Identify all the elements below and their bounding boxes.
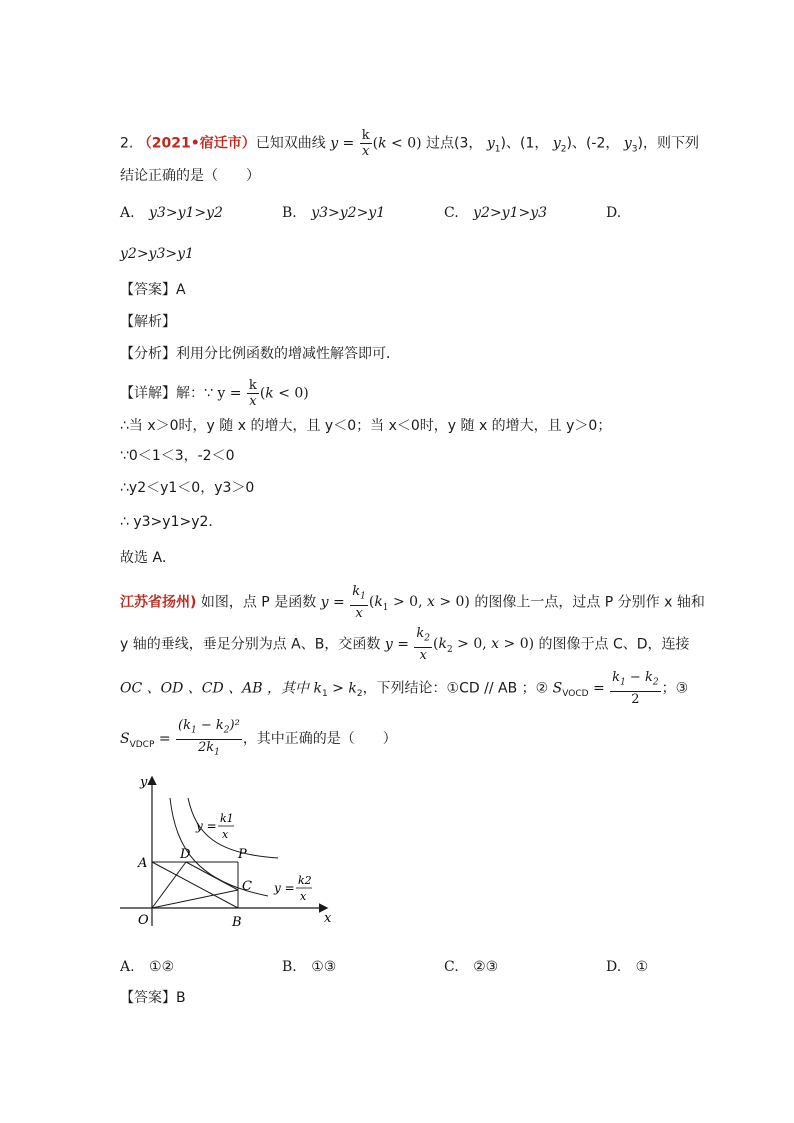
segment-cd xyxy=(186,862,238,890)
curve2-label-num: k2 xyxy=(298,874,312,887)
curve2-label-y: y = xyxy=(274,881,295,895)
segment-od xyxy=(152,862,186,908)
q3-text-e: OC 、OD 、CD 、AB ，其中 xyxy=(120,680,310,697)
q3-option-d-text: ① xyxy=(635,959,649,975)
q3-text-b: 的图像上一点，过点 P 分别作 x 轴和 xyxy=(474,594,705,611)
q2-detail: 【详解】解：∵ y = $\frac{k}{x}$ (k < 0) xyxy=(120,378,309,409)
fraction-k-over-x: $\frac{k}{x}$ xyxy=(361,128,370,159)
q3-answer-value: B xyxy=(176,990,186,1006)
point-c-label: C xyxy=(242,879,252,894)
point-p-label: P xyxy=(238,847,247,862)
q2-source: （2021•宿迁市） xyxy=(137,135,256,152)
q3-option-d-label: D. xyxy=(606,959,622,975)
fraction-k2-over-x: $\frac{k_2}{x}$ xyxy=(416,626,431,663)
q2-stem-line1: 2. （2021•宿迁市）已知双曲线 y = $\frac{k}{x}$ (k < 0) 过点(3， $y_1$)、(1， $y_2$)、(-2， $y_3$)，则下列 xyxy=(120,128,699,159)
origin-label: O xyxy=(138,913,149,928)
q2-option-a-label: A. xyxy=(120,205,135,221)
q2-step4: ∴ y3>y1>y2． xyxy=(120,514,223,530)
curve1-label-den: x xyxy=(222,828,229,841)
q2-option-c xyxy=(444,203,547,223)
q2-conclusion: 故选 A． xyxy=(120,550,177,566)
fraction-area-dcp: $\frac{(k_1 - k_2)^2}{2k_1}$ xyxy=(178,718,240,758)
q2-answer-value: A xyxy=(176,282,186,298)
q2-detail-tag: 【详解】 xyxy=(120,385,176,402)
q3-text-c: y 轴的垂线，垂足分别为点 A、B，交函数 xyxy=(120,636,381,653)
q2-method xyxy=(120,344,400,364)
q2-stem-line2: 结论正确的是（ ） xyxy=(120,168,260,184)
curve2-label-den: x xyxy=(300,890,307,903)
point-d-label: D xyxy=(180,847,191,862)
q3-option-c xyxy=(444,957,498,977)
q3-line4: $S_{VDCP}$ = $\frac{(k_1 - k_2)^2}{2k_1}$ ，其中正确的是（ ） xyxy=(120,718,397,760)
q2-option-d-text: y2>y3>y1 xyxy=(120,246,194,262)
q2-analysis-tag: 【解析】 xyxy=(120,314,176,330)
q2-stem-b: 过点(3， xyxy=(426,135,483,152)
q2-method-text: 利用分比例函数的增减性解答即可． xyxy=(176,346,400,362)
point-b-label: A xyxy=(138,856,148,871)
q3-text-a: 如图，点 P 是函数 xyxy=(200,594,317,611)
q3-option-a-label: A. xyxy=(120,959,135,975)
q3-text-g: ；③ xyxy=(661,680,689,697)
q2-stem-d: 、(-2， xyxy=(571,135,620,152)
q3-option-a xyxy=(120,957,174,977)
q3-text-d: 的图像于点 C、D，连接 xyxy=(538,636,690,653)
q2-stem-c: 、(1， xyxy=(506,135,549,152)
q3-answer xyxy=(120,988,186,1008)
q2-option-c-label: C. xyxy=(444,205,459,221)
q2-answer-tag: 【答案】 xyxy=(120,282,176,298)
q3-text-f: ，下列结论：①CD // AB ；② xyxy=(362,680,549,697)
q2-step3: ∴y2＜y1＜0，y3＞0 xyxy=(120,480,255,496)
q3-option-d xyxy=(606,957,648,977)
function-graph-figure xyxy=(118,772,338,932)
fraction-k1-over-x: $\frac{k_1}{x}$ xyxy=(352,584,366,621)
q2-option-c-text: y2>y1>y3 xyxy=(473,205,548,221)
q2-option-b xyxy=(282,203,385,223)
q3-text-h: ，其中正确的是（ ） xyxy=(242,731,397,748)
q2-step1: ∴当 x＞0时，y 随 x 的增大，且 y＜0；当 x＜0时，y 随 x 的增大，且 y＞0； xyxy=(120,418,612,434)
q2-step2: ∵0＜1＜3，-2＜0 xyxy=(120,448,235,464)
fraction-area-ocd: $\frac{k_1 - k_2}{2}$ xyxy=(612,670,659,707)
q2-option-d xyxy=(606,203,621,223)
q2-number: 2. xyxy=(120,135,134,152)
curve1-label-num: k1 xyxy=(220,812,234,825)
q3-option-a-text: ①② xyxy=(149,959,175,975)
q2-stem-a: 已知双曲线 xyxy=(255,135,326,152)
q2-method-tag: 【分析】 xyxy=(120,346,176,362)
q3-source: 江苏省扬州) xyxy=(120,594,197,611)
q3-line3: OC 、OD 、CD 、AB ，其中 $k_1 > k_2$，下列结论：①CD // AB ；② $S_{VOCD}$ = $\frac{k_1 - k_2}{2}$ ；③ xyxy=(120,670,689,707)
q2-detail-lead: 解：∵ xyxy=(176,385,213,402)
q2-option-b-text: y3>y2>y1 xyxy=(311,205,386,221)
q2-option-a-text: y3>y1>y2 xyxy=(149,205,223,221)
segment-ab xyxy=(152,862,238,908)
q3-line2: y 轴的垂线，垂足分别为点 A、B，交函数 y = $\frac{k_2}{x}$ ($k_2 > 0$, x > 0) 的图像于点 C、D，连接 xyxy=(120,626,690,663)
q3-option-b-text: ①③ xyxy=(311,959,337,975)
q3-option-c-text: ②③ xyxy=(473,959,499,975)
q3-option-b xyxy=(282,957,336,977)
curve1-label-y: y = xyxy=(196,819,217,833)
y-axis-label: y xyxy=(140,775,148,790)
q3-option-c-label: C. xyxy=(444,959,459,975)
q2-option-d-label: D. xyxy=(606,205,622,221)
q3-answer-tag: 【答案】 xyxy=(120,990,176,1006)
q2-answer xyxy=(120,280,186,300)
q2-stem-e: ，则下列 xyxy=(642,135,699,152)
segment-oc xyxy=(152,890,238,908)
point-a-label: B xyxy=(232,915,242,930)
detail-fraction: $\frac{k}{x}$ xyxy=(248,378,257,409)
x-axis-label: x xyxy=(324,911,332,926)
q3-option-b-label: B. xyxy=(282,959,297,975)
q2-option-b-label: B. xyxy=(282,205,297,221)
q2-option-a xyxy=(120,203,223,223)
q3-line1: 江苏省扬州) 如图，点 P 是函数 y = $\frac{k_1}{x}$ ($k_1 > 0$, x > 0) 的图像上一点，过点 P 分别作 x 轴和 xyxy=(120,584,705,621)
